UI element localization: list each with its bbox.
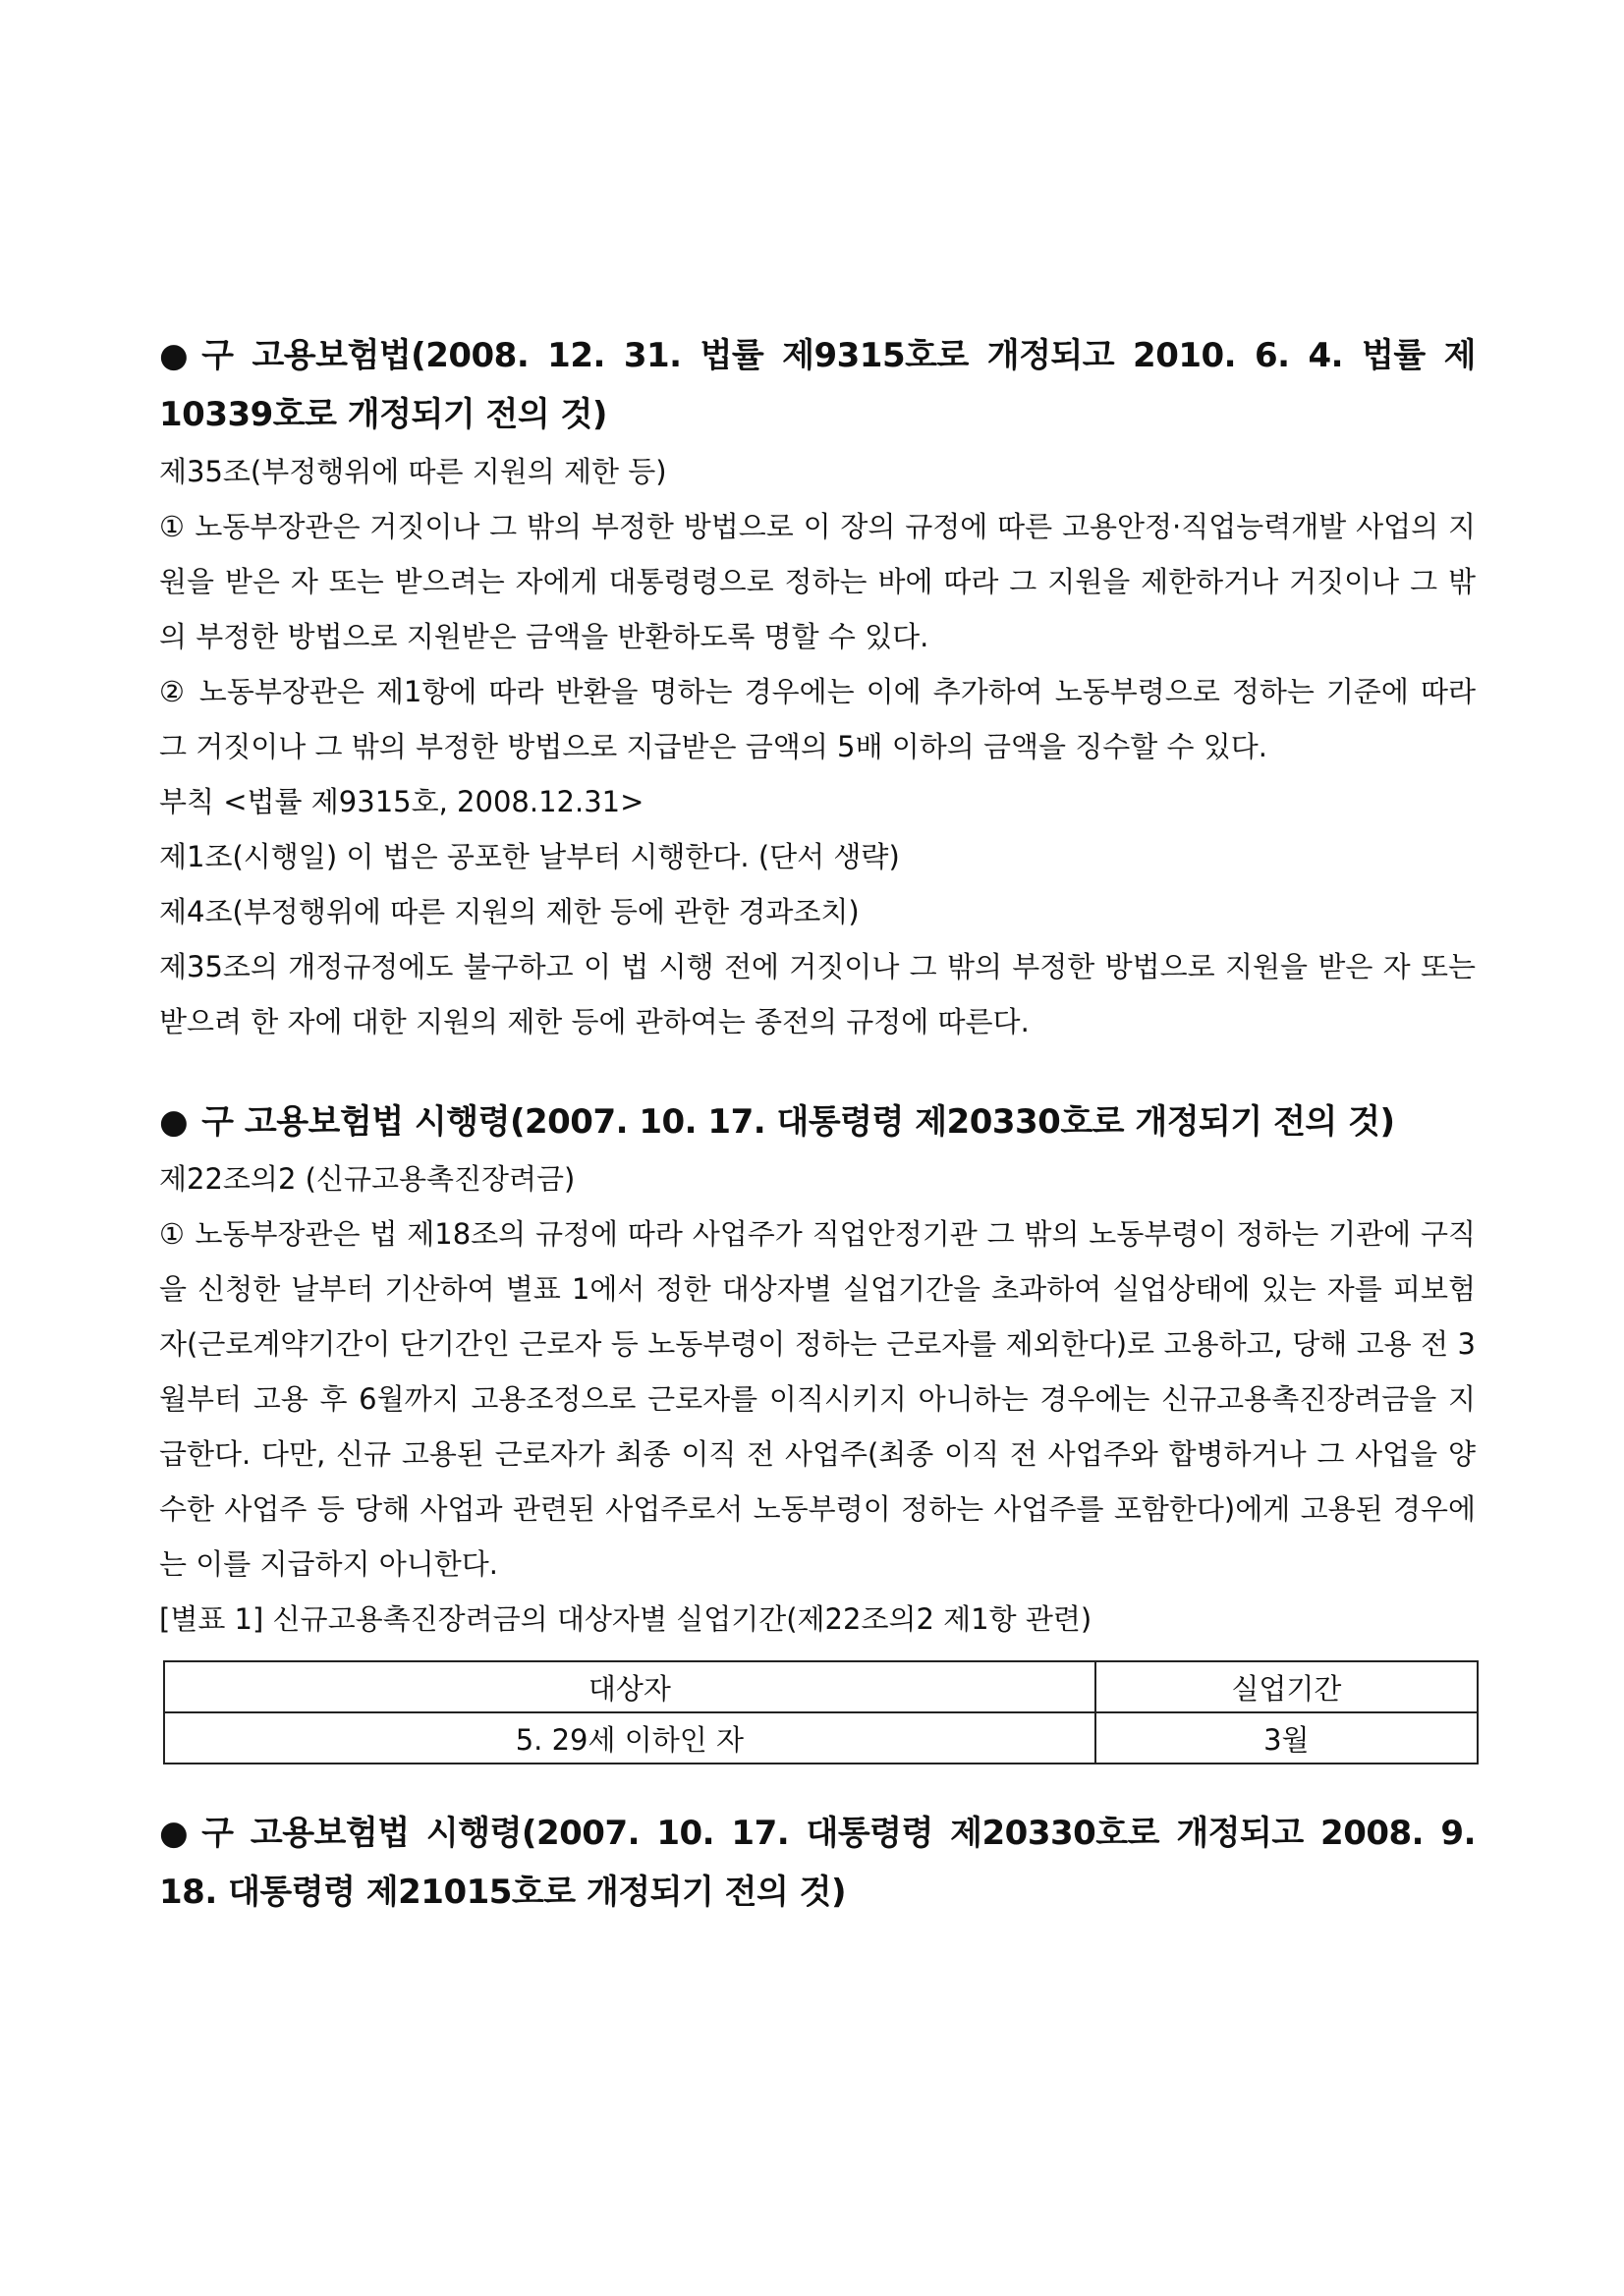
- table-header-cell: 대상자: [164, 1661, 1095, 1712]
- table-header-cell: 실업기간: [1095, 1661, 1478, 1712]
- section-spacer: [159, 1764, 1476, 1804]
- section-title-text: 구 고용보험법 시행령(2007. 10. 17. 대통령령 제20330호로 개정되기 전의 것): [201, 1102, 1395, 1142]
- section-employment-insurance-act: [159, 326, 1476, 1049]
- bullet-icon: ●: [159, 1102, 189, 1142]
- paragraph-1: ① 노동부장관은 법 제18조의 규정에 따라 사업주가 직업안정기관 그 밖의 노동부령이 정하는 기관에 구직을 신청한 날부터 기산하여 별표 1에서 정한 대상자별 실업기간을 초과하여 실업상태에 있는 자를 피보험자(근로계약기간이 단기간인 근로자 등 노동부령이 정하는 근로자를 제외한다)로 고용하고, 당해 고용 전 3월부터 고용 후 6월까지 고용조정으로 근로자를 이직시키지 아니하는 경우에는 신규고용촉진장려금을 지급한다. 다만, 신규 고용된 근로자가 최종 이직 전 사업주(최종 이직 전 사업주와 합병하거나 그 사업을 양수한 사업주 등 당해 사업과 관련된 사업주로서 노동부령이 정하는 사업주를 포함한다)에게 고용된 경우에는 이를 지급하지 아니한다.: [159, 1217, 1476, 1581]
- addenda-article-1: 제1조(시행일) 이 법은 공포한 날부터 시행한다. (단서 생략): [159, 840, 900, 873]
- article-heading: 제35조(부정행위에 따른 지원의 제한 등): [159, 455, 667, 488]
- bullet-icon: ●: [159, 1814, 189, 1853]
- bullet-icon: ●: [159, 336, 189, 375]
- table-caption: [별표 1] 신규고용촉진장려금의 대상자별 실업기간(제22조의2 제1항 관련): [159, 1602, 1092, 1636]
- section-title: [159, 326, 1476, 444]
- table-header-row: [164, 1661, 1478, 1712]
- section-title: [159, 1092, 1476, 1151]
- document-page: [159, 326, 1476, 1922]
- section-enforcement-decree-2008: [159, 1804, 1476, 1922]
- section-title-text: 구 고용보험법 시행령(2007. 10. 17. 대통령령 제20330호로 개정되고 2008. 9. 18. 대통령령 제21015호로 개정되기 전의 것): [159, 1814, 1476, 1912]
- unemployment-period-table: [163, 1660, 1479, 1764]
- table-row: [164, 1712, 1478, 1764]
- table-cell: 5. 29세 이하인 자: [164, 1712, 1095, 1764]
- table-cell: 3월: [1095, 1712, 1478, 1764]
- section-title: [159, 1804, 1476, 1922]
- article-heading: 제22조의2 (신규고용촉진장려금): [159, 1162, 576, 1196]
- addenda-article-4-body: 제35조의 개정규정에도 불구하고 이 법 시행 전에 거짓이나 그 밖의 부정한 방법으로 지원을 받은 자 또는 받으려 한 자에 대한 지원의 제한 등에 관하여는 종전의 규정에 따른다.: [159, 950, 1476, 1038]
- addenda-article-4-heading: 제4조(부정행위에 따른 지원의 제한 등에 관한 경과조치): [159, 895, 860, 928]
- section-title-text: 구 고용보험법(2008. 12. 31. 법률 제9315호로 개정되고 2010. 6. 4. 법률 제10339호로 개정되기 전의 것): [159, 336, 1476, 434]
- section-spacer: [159, 1049, 1476, 1092]
- section-enforcement-decree-2007: [159, 1092, 1476, 1764]
- addenda-heading: 부칙 <법률 제9315호, 2008.12.31>: [159, 785, 644, 818]
- paragraph-2: ② 노동부장관은 제1항에 따라 반환을 명하는 경우에는 이에 추가하여 노동부령으로 정하는 기준에 따라 그 거짓이나 그 밖의 부정한 방법으로 지급받은 금액의 5배 이하의 금액을 징수할 수 있다.: [159, 675, 1476, 763]
- paragraph-1: ① 노동부장관은 거짓이나 그 밖의 부정한 방법으로 이 장의 규정에 따른 고용안정·직업능력개발 사업의 지원을 받은 자 또는 받으려는 자에게 대통령령으로 정하는 바에 따라 그 지원을 제한하거나 거짓이나 그 밖의 부정한 방법으로 지원받은 금액을 반환하도록 명할 수 있다.: [159, 510, 1476, 653]
